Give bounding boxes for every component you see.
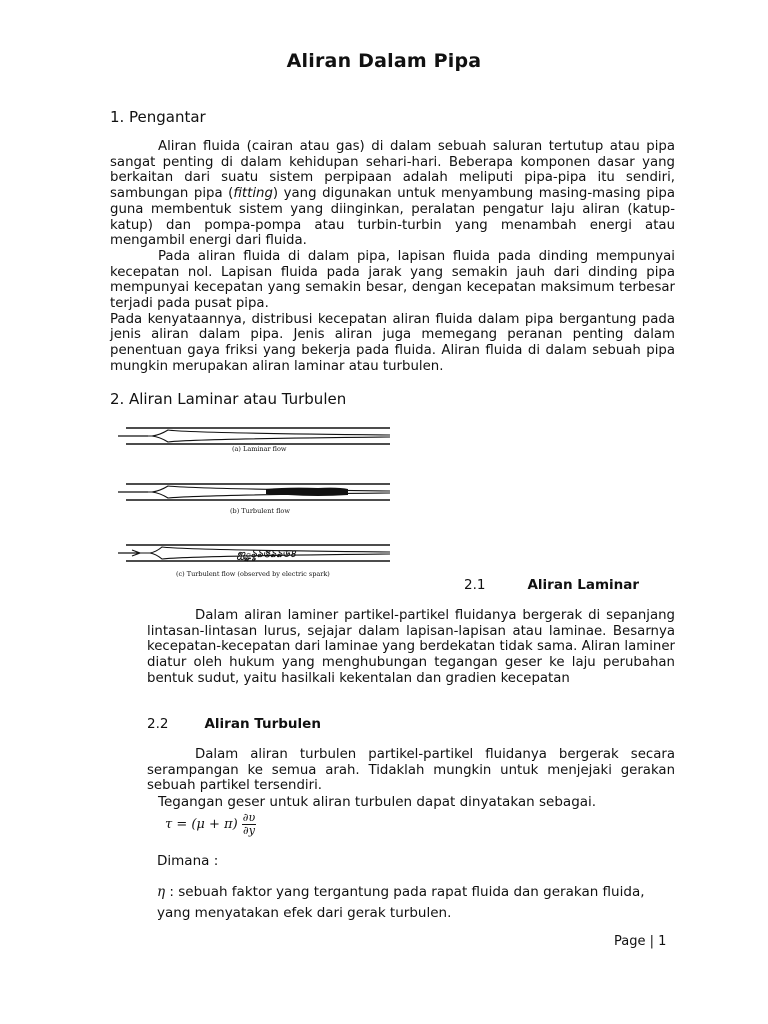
shear-stress-intro: Tegangan geser untuk aliran turbulen dapat dinyatakan sebagai. bbox=[158, 794, 597, 810]
page-number: Page | 1 bbox=[614, 934, 667, 949]
equation-lhs: τ = (μ + π) bbox=[165, 817, 238, 832]
laminar-flow-diagram bbox=[118, 428, 390, 453]
caption-b: (b) Turbulent flow bbox=[230, 507, 290, 515]
subsection-2-1-title: Aliran Laminar bbox=[527, 577, 640, 593]
eta-symbol: η bbox=[157, 884, 166, 900]
svg-text:ஐ్ఞৡঌঙঌঌড৪: ஐ్ఞৡঌঙঌঌড৪ bbox=[237, 549, 297, 560]
flow-figure bbox=[118, 418, 398, 583]
subsection-2-2-heading bbox=[147, 716, 321, 732]
caption-c: (c) Turbulent flow (observed by electric spark) bbox=[176, 570, 330, 578]
section-1-heading bbox=[110, 108, 206, 126]
paragraph-laminar: Dalam aliran laminer partikel-partikel fluidanya bergerak di sepanjang lintasan-lintasan lurus, sejajar dalam lapisan-lapisan atau laminae. Besarnya kecepatan-kecepatan dari laminae yang berdekatan tidak sama. Aliran laminer diatur oleh hukum yang menghubungan tegangan geser ke laju perubahan bentuk sudut, yaitu hasilkali kekentalan dan gradien kecepatan bbox=[147, 608, 675, 686]
section-2-heading bbox=[110, 390, 346, 408]
section-1-body bbox=[110, 139, 675, 375]
section-1-number: 1. bbox=[110, 108, 125, 126]
subsection-2-2-body bbox=[147, 747, 675, 794]
equation-fraction bbox=[242, 812, 256, 837]
subsection-2-2-title: Aliran Turbulen bbox=[204, 716, 321, 732]
shear-stress-equation bbox=[165, 812, 256, 837]
italic-term: fitting bbox=[233, 186, 273, 202]
section-1-title: Pengantar bbox=[129, 108, 206, 126]
section-2-title: Aliran Laminar atau Turbulen bbox=[129, 390, 347, 408]
equation-denominator: ∂y bbox=[243, 824, 255, 837]
equation-numerator: ∂υ bbox=[242, 811, 256, 824]
paragraph-velocity: Pada aliran fluida di dalam pipa, lapisan fluida pada dinding mempunyai kecepatan nol. Lapisan fluida pada jarak yang semakin jauh dari dinding pipa mempunyai kecepatan yang semakin besar, dengan kecepatan maksimum terbesar terjadi pada pusat pipa. bbox=[110, 248, 675, 312]
subsection-2-1-body bbox=[147, 608, 675, 687]
section-2-number: 2. bbox=[110, 390, 125, 408]
subsection-2-1-heading bbox=[464, 577, 639, 593]
paragraph-turbulent: Dalam aliran turbulen partikel-partikel fluidanya bergerak secara serampangan ke semua arah. Tidaklah mungkin untuk menjejaki gerakan sebuah partikel tersendiri. bbox=[147, 747, 675, 794]
caption-a: (a) Laminar flow bbox=[232, 445, 287, 453]
eta-definition: η : sebuah faktor yang tergantung pada rapat fluida dan gerakan fluida, bbox=[157, 884, 645, 900]
subsection-2-2-number: 2.2 bbox=[147, 716, 169, 732]
document-title: Aliran Dalam Pipa bbox=[286, 50, 482, 72]
paragraph-intro: Aliran fluida (cairan atau gas) di dalam sebuah saluran tertutup atau pipa sangat penting di dalam kehidupan sehari-hari. Beberapa komponen dasar yang berkaitan dari suatu sistem perpipaan adalah meliputi pipa-pipa itu sendiri, sambungan pipa (fitting) yang digunakan untuk menyambung masing-masing pipa guna membentuk sistem yang diinginkan, peralatan pengatur laju aliran (katup-katup) dan pompa-pompa atau turbin-turbin yang menambah energi atau mengambil energi dari fluida. bbox=[110, 139, 675, 249]
turbulent-flow-diagram bbox=[118, 484, 390, 515]
dimana-label: Dimana : bbox=[157, 853, 219, 869]
eta-definition-cont: yang menyatakan efek dari gerak turbulen. bbox=[157, 905, 452, 921]
paragraph-distribution: Pada kenyataannya, distribusi kecepatan aliran fluida dalam pipa bergantung pada jenis aliran dalam pipa. Jenis aliran juga memegang peranan penting dalam penentuan gaya friksi yang bekerja pada fluida. Aliran fluida di dalam sebuah pipa mungkin merupakan aliran laminar atau turbulen. bbox=[110, 311, 675, 374]
spark-flow-diagram bbox=[118, 545, 390, 578]
subsection-2-1-number: 2.1 bbox=[464, 577, 486, 593]
